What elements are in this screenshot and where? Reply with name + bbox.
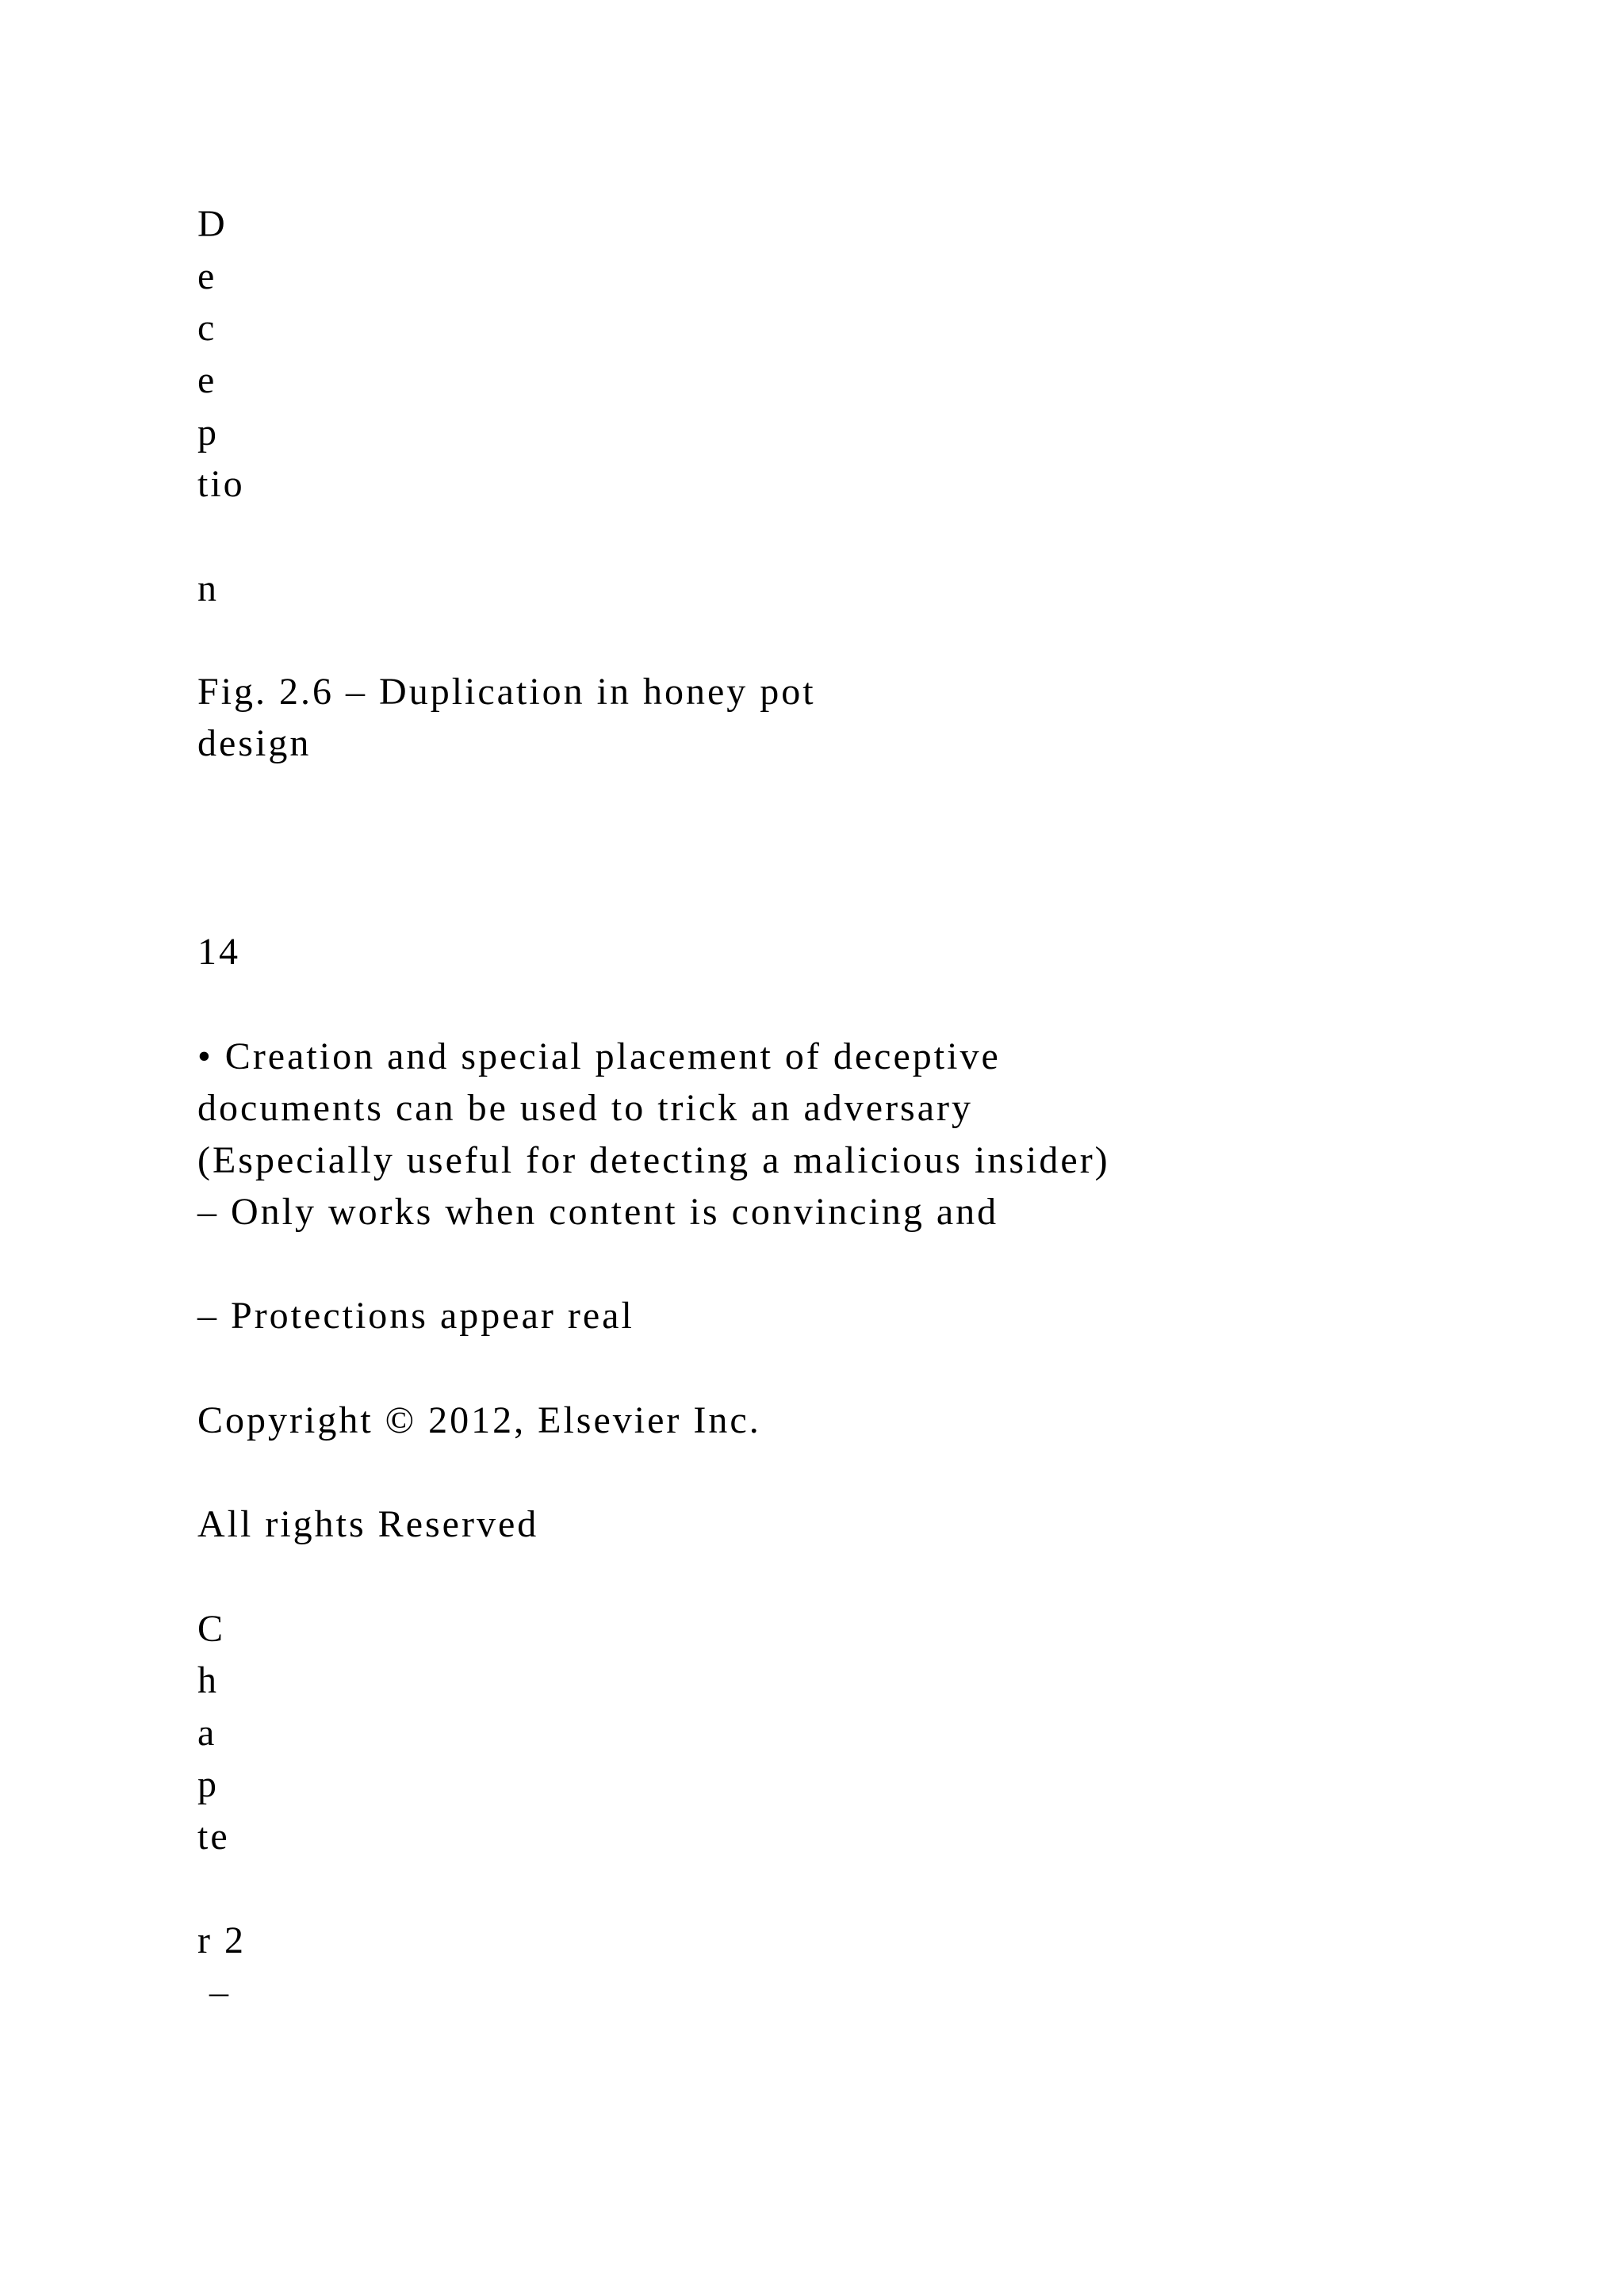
text-line: r 2 — [197, 1919, 246, 1961]
text-line: tio — [197, 463, 245, 505]
text-line: a — [197, 1712, 217, 1754]
text-line: e — [197, 359, 217, 401]
text-line: te — [197, 1816, 230, 1858]
text-line: D — [197, 203, 228, 245]
text-line: n — [197, 568, 219, 610]
text-line: h — [197, 1659, 219, 1701]
sub-bullet-text: – Only works when content is convincing and — [197, 1191, 999, 1233]
text-line: – — [197, 1971, 231, 2013]
figure-caption: Fig. 2.6 – Duplication in honey pot — [197, 671, 816, 713]
rights-text: All rights Reserved — [197, 1503, 539, 1545]
page-number: 14 — [197, 931, 240, 973]
copyright-text: Copyright © 2012, Elsevier Inc. — [197, 1399, 761, 1441]
bullet-text: (Especially useful for detecting a malicious insider) — [197, 1139, 1110, 1181]
text-line: C — [197, 1608, 226, 1650]
text-line: c — [197, 307, 217, 349]
text-line: e — [197, 255, 217, 297]
bullet-text: • Creation and special placement of deceptive — [197, 1035, 1001, 1077]
figure-caption-continued: design — [197, 722, 312, 764]
sub-bullet-text: – Protections appear real — [197, 1295, 634, 1337]
text-line: p — [197, 1763, 219, 1805]
bullet-text: documents can be used to trick an adversary — [197, 1087, 974, 1129]
text-line: p — [197, 411, 219, 453]
